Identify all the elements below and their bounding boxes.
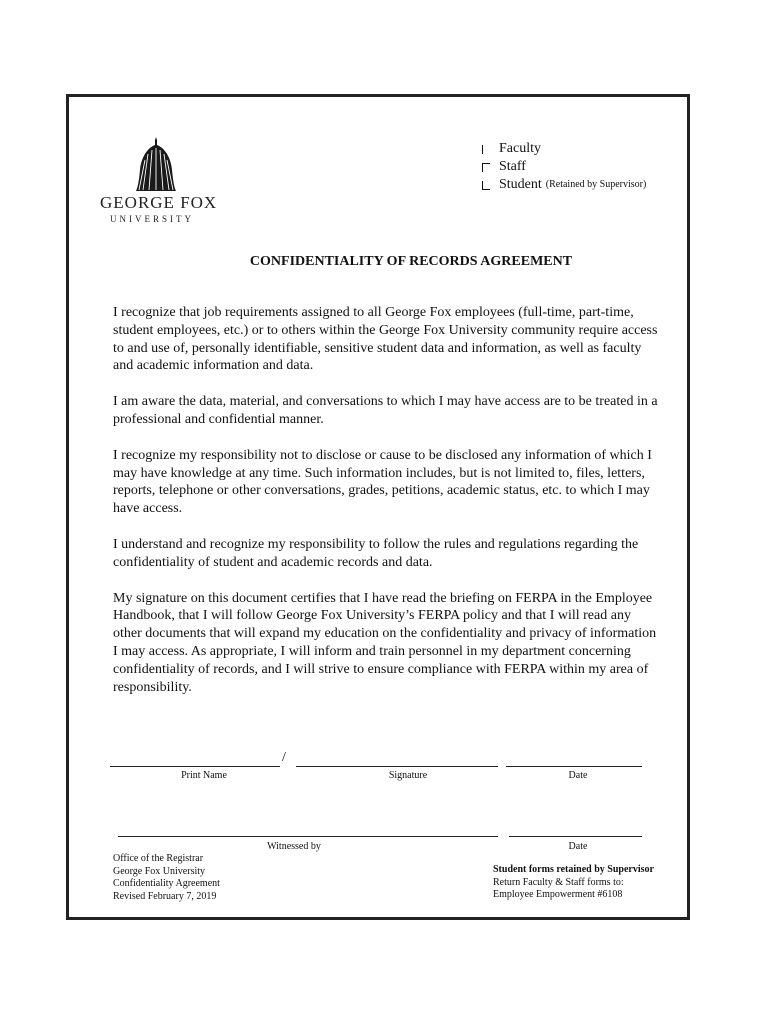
footer-return-info: [493, 864, 654, 902]
agreement-paragraph: I recognize my responsibility not to disclose or cause to be disclosed any information of which I may have knowledge at any time. Such information includes, but is not limited to, files, letters, reports, telephone or other conversations, grades, petitions, academic status, etc. to which I may have access.: [113, 447, 652, 517]
role-option-staff[interactable]: [482, 158, 646, 176]
witness-line[interactable]: [118, 836, 498, 837]
faculty-checkbox[interactable]: [482, 145, 490, 154]
document-title: CONFIDENTIALITY OF RECORDS AGREEMENT: [249, 254, 573, 269]
print-name-line[interactable]: [110, 766, 280, 767]
logo-subtitle: UNIVERSITY: [110, 214, 194, 224]
date-label: Date: [568, 770, 588, 781]
role-label: Student: [499, 177, 542, 192]
footer-line: Employee Empowerment #6108: [493, 889, 623, 900]
role-option-faculty[interactable]: [482, 140, 646, 158]
role-label: Faculty: [499, 141, 541, 156]
agreement-paragraph: My signature on this document certifies that I have read the briefing on FERPA in the Employee Handbook, that I will follow George Fox University’s FERPA policy and that I will read any other documents that will expand my education on the confidentiality and privacy of information I may access. As appropriate, I will inform and train personnel in my department concerning confidentiality of records, and I will strive to ensure compliance with FERPA within my area of responsibility.: [113, 590, 657, 695]
witness-date-label: Date: [568, 841, 588, 852]
logo-name: GEORGE FOX: [100, 193, 218, 212]
footer-line: Office of the Registrar: [113, 853, 204, 864]
role-label: Staff: [499, 159, 526, 174]
date-line[interactable]: [506, 766, 642, 767]
footer-line: Revised February 7, 2019: [113, 890, 217, 902]
footer-heading: Student forms retained by Supervisor: [493, 864, 654, 875]
footer-line: Return Faculty & Staff forms to:: [493, 876, 624, 888]
witness-date-line[interactable]: [509, 836, 642, 837]
agreement-paragraph: I recognize that job requirements assigned to all George Fox employees (full-time, part-time, student employees, etc.) or to others within the George Fox University community require access to and use of, personally identifiable, sensitive student data and information, as well as faculty and academic information and data.: [113, 305, 658, 374]
signature-line[interactable]: [296, 766, 498, 767]
agreement-paragraph: I am aware the data, material, and conversations to which I may have access are to be treated in a professional and confidential manner.: [113, 394, 658, 427]
footer-line: George Fox University: [113, 865, 206, 877]
student-checkbox[interactable]: [482, 181, 490, 190]
role-selection: [482, 140, 646, 194]
staff-checkbox[interactable]: [482, 163, 490, 172]
signature-label: Signature: [388, 770, 428, 781]
slash-separator: /: [282, 750, 286, 765]
footer-line: Confidentiality Agreement: [113, 878, 220, 889]
tower-logo-icon: [135, 136, 177, 192]
print-name-label: Print Name: [181, 770, 227, 781]
university-logo: [100, 134, 220, 229]
role-option-student[interactable]: [482, 176, 646, 194]
footer-office-info: [113, 853, 220, 903]
role-note: (Retained by Supervisor): [545, 179, 647, 190]
witnessed-by-label: Witnessed by: [267, 841, 321, 852]
agreement-paragraph: I understand and recognize my responsibility to follow the rules and regulations regarding the confidentiality of student and academic records and data.: [113, 536, 639, 570]
agreement-body: [113, 304, 658, 714]
